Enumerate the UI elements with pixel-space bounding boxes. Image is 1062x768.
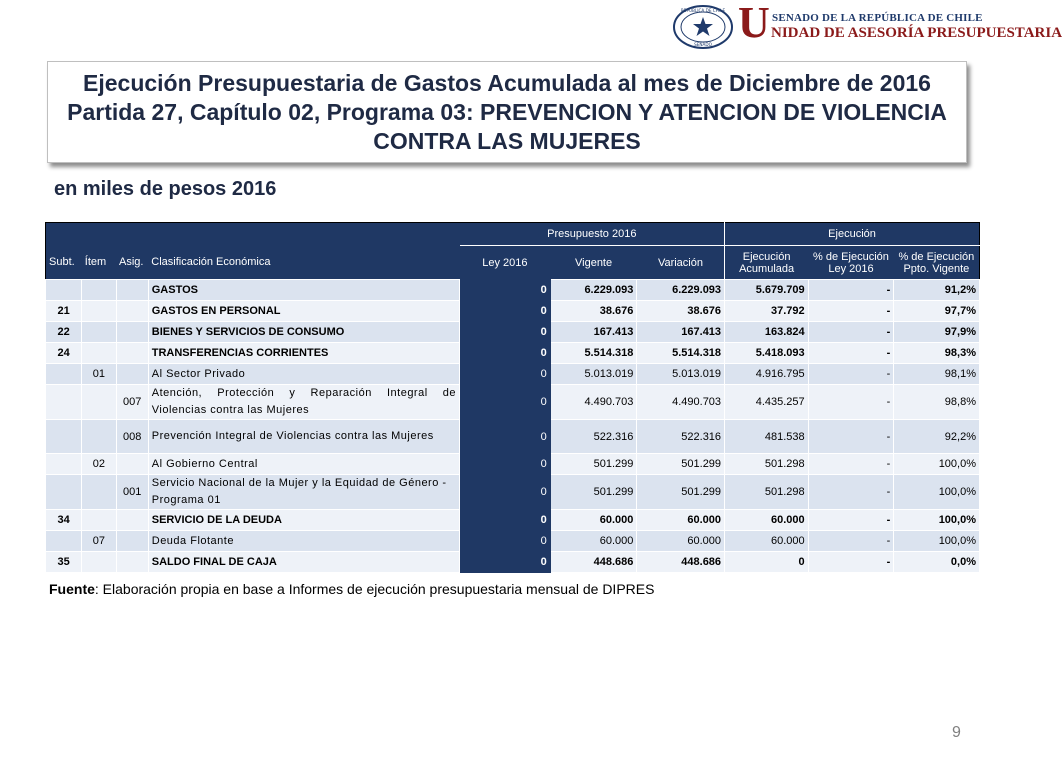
cell-ley: 0 (460, 343, 551, 364)
cell-vigente: 167.413 (550, 322, 637, 343)
cell-ley: 0 (460, 385, 551, 420)
senado-logo (672, 0, 1062, 50)
cell-ley: 0 (460, 280, 551, 301)
cell-asig (116, 343, 148, 364)
cell-pct-vigente: 97,7% (894, 301, 980, 322)
cell-asig (116, 322, 148, 343)
cell-subt (46, 280, 82, 301)
cell-item: 07 (82, 531, 116, 552)
cell-variacion: 4.490.703 (637, 385, 725, 420)
title-line-2: Partida 27, Capítulo 02, Programa 03: PREVENCION Y ATENCION DE VIOLENCIA (67, 99, 947, 125)
cell-item (82, 301, 116, 322)
cell-variacion: 501.299 (637, 475, 725, 510)
logo-letter: U (738, 0, 770, 47)
cell-desc: Deuda Flotante (148, 531, 459, 552)
cell-ejecucion: 5.679.709 (725, 280, 809, 301)
source-label: Fuente (49, 581, 95, 597)
cell-desc: Al Gobierno Central (148, 454, 459, 475)
cell-item (82, 420, 116, 454)
cell-ley: 0 (460, 420, 551, 454)
cell-pct-vigente: 91,2% (894, 280, 980, 301)
cell-vigente: 448.686 (550, 552, 637, 573)
cell-variacion: 60.000 (637, 531, 725, 552)
col-header-subt: Subt. (46, 246, 82, 280)
cell-pct-ley: - (808, 280, 894, 301)
source-note (49, 581, 654, 597)
cell-desc: GASTOS EN PERSONAL (148, 301, 459, 322)
blank-group-header (46, 223, 460, 246)
cell-pct-vigente: 98,1% (894, 364, 980, 385)
cell-subt: 21 (46, 301, 82, 322)
cell-item: 02 (82, 454, 116, 475)
cell-variacion: 60.000 (637, 510, 725, 531)
cell-item (82, 322, 116, 343)
cell-ley: 0 (460, 322, 551, 343)
cell-pct-vigente: 98,3% (894, 343, 980, 364)
cell-variacion: 448.686 (637, 552, 725, 573)
cell-pct-ley: - (808, 475, 894, 510)
col-header-pct-vigente-l1: % de Ejecución (898, 250, 975, 263)
cell-asig (116, 454, 148, 475)
cell-subt (46, 420, 82, 454)
seal-top-text: REPÚBLICA DE CHILE (680, 8, 726, 13)
cell-pct-ley: - (808, 531, 894, 552)
cell-pct-ley: - (808, 510, 894, 531)
cell-pct-vigente: 98,8% (894, 385, 980, 420)
cell-ejecucion: 37.792 (725, 301, 809, 322)
cell-desc: TRANSFERENCIAS CORRIENTES (148, 343, 459, 364)
cell-ley: 0 (460, 454, 551, 475)
cell-variacion: 6.229.093 (637, 280, 725, 301)
cell-ejecucion: 481.538 (725, 420, 809, 454)
cell-subt (46, 385, 82, 420)
subtitle: en miles de pesos 2016 (54, 178, 277, 200)
table-row (46, 475, 980, 510)
cell-ejecucion: 163.824 (725, 322, 809, 343)
cell-asig: 008 (116, 420, 148, 454)
cell-item (82, 343, 116, 364)
cell-pct-vigente: 97,9% (894, 322, 980, 343)
title-line-3: CONTRA LAS MUJERES (373, 128, 641, 154)
cell-pct-vigente: 100,0% (894, 454, 980, 475)
cell-subt: 35 (46, 552, 82, 573)
cell-vigente: 4.490.703 (550, 385, 637, 420)
col-header-ejecucion-acumulada-l1: Ejecución (742, 250, 791, 263)
group-header-row (46, 223, 980, 246)
cell-pct-ley: - (808, 552, 894, 573)
cell-variacion: 5.013.019 (637, 364, 725, 385)
col-header-pct-ley-l2: Ley 2016 (828, 262, 874, 275)
col-header-variacion: Variación (637, 246, 725, 280)
cell-asig (116, 552, 148, 573)
logo-line-1: SENADO DE LA REPÚBLICA DE CHILE (772, 12, 983, 24)
ejecucion-group-header: Ejecución (725, 223, 980, 246)
cell-desc: BIENES Y SERVICIOS DE CONSUMO (148, 322, 459, 343)
cell-asig: 001 (116, 475, 148, 510)
presupuesto-group-header: Presupuesto 2016 (460, 223, 725, 246)
cell-asig: 007 (116, 385, 148, 420)
cell-vigente: 60.000 (550, 510, 637, 531)
cell-ley: 0 (460, 475, 551, 510)
cell-ejecucion: 5.418.093 (725, 343, 809, 364)
col-header-pct-vigente (894, 246, 980, 280)
cell-desc: Al Sector Privado (148, 364, 459, 385)
cell-ejecucion: 4.916.795 (725, 364, 809, 385)
cell-desc: Prevención Integral de Violencias contra las Mujeres (148, 420, 459, 454)
col-header-ejecucion-acumulada (725, 246, 809, 280)
cell-item (82, 280, 116, 301)
cell-ley: 0 (460, 301, 551, 322)
source-text: : Elaboración propia en base a Informes de ejecución presupuestaria mensual de DIPRES (94, 581, 655, 597)
table-row (46, 531, 980, 552)
title-line-1: Ejecución Presupuestaria de Gastos Acumulada al mes de Diciembre de 2016 (83, 70, 931, 96)
cell-subt (46, 364, 82, 385)
cell-subt (46, 454, 82, 475)
cell-desc: GASTOS (148, 280, 459, 301)
cell-vigente: 501.299 (550, 475, 637, 510)
column-header-row (46, 246, 980, 280)
cell-pct-vigente: 92,2% (894, 420, 980, 454)
cell-item (82, 475, 116, 510)
cell-ley: 0 (460, 364, 551, 385)
logo-line-2: NIDAD DE ASESORÍA PRESUPUESTARIA (771, 25, 1062, 41)
cell-pct-ley: - (808, 301, 894, 322)
cell-pct-vigente: 100,0% (894, 531, 980, 552)
table-row (46, 322, 980, 343)
cell-ley: 0 (460, 552, 551, 573)
cell-desc: Servicio Nacional de la Mujer y la Equidad de Género - Programa 01 (148, 475, 459, 510)
cell-subt: 24 (46, 343, 82, 364)
col-header-pct-ley-l1: % de Ejecución (813, 250, 889, 263)
table-row (46, 510, 980, 531)
cell-ejecucion: 501.298 (725, 475, 809, 510)
cell-pct-vigente: 100,0% (894, 475, 980, 510)
table-row (46, 280, 980, 301)
col-header-ley: Ley 2016 (460, 246, 551, 280)
cell-pct-vigente: 100,0% (894, 510, 980, 531)
cell-variacion: 5.514.318 (637, 343, 725, 364)
cell-pct-ley: - (808, 322, 894, 343)
cell-vigente: 60.000 (550, 531, 637, 552)
cell-item (82, 385, 116, 420)
cell-pct-ley: - (808, 343, 894, 364)
table-row (46, 301, 980, 322)
cell-subt: 34 (46, 510, 82, 531)
col-header-ejecucion-acumulada-l2: Acumulada (739, 262, 795, 275)
col-header-pct-vigente-l2: Ppto. Vigente (903, 262, 970, 275)
table-row (46, 552, 980, 573)
cell-vigente: 5.013.019 (550, 364, 637, 385)
table-row (46, 343, 980, 364)
cell-variacion: 522.316 (637, 420, 725, 454)
cell-asig (116, 301, 148, 322)
seal-bottom-text: SENADO (694, 42, 712, 47)
title-box (47, 61, 967, 163)
cell-vigente: 501.299 (550, 454, 637, 475)
cell-ley: 0 (460, 531, 551, 552)
cell-pct-ley: - (808, 420, 894, 454)
cell-ejecucion: 4.435.257 (725, 385, 809, 420)
cell-asig (116, 531, 148, 552)
cell-ejecucion: 60.000 (725, 531, 809, 552)
cell-item: 01 (82, 364, 116, 385)
cell-variacion: 167.413 (637, 322, 725, 343)
cell-variacion: 501.299 (637, 454, 725, 475)
page-number: 9 (952, 724, 961, 741)
cell-desc: SALDO FINAL DE CAJA (148, 552, 459, 573)
cell-pct-ley: - (808, 385, 894, 420)
cell-subt (46, 475, 82, 510)
cell-ejecucion: 501.298 (725, 454, 809, 475)
cell-variacion: 38.676 (637, 301, 725, 322)
cell-subt (46, 531, 82, 552)
cell-vigente: 5.514.318 (550, 343, 637, 364)
cell-item (82, 510, 116, 531)
cell-asig (116, 364, 148, 385)
table-row (46, 454, 980, 475)
cell-pct-ley: - (808, 364, 894, 385)
col-header-item: Ítem (82, 246, 116, 280)
cell-ejecucion: 60.000 (725, 510, 809, 531)
cell-vigente: 522.316 (550, 420, 637, 454)
cell-asig (116, 510, 148, 531)
cell-vigente: 6.229.093 (550, 280, 637, 301)
cell-pct-ley: - (808, 454, 894, 475)
cell-desc: SERVICIO DE LA DEUDA (148, 510, 459, 531)
cell-vigente: 38.676 (550, 301, 637, 322)
senado-seal-icon (672, 4, 734, 50)
table-row (46, 364, 980, 385)
table-row (46, 420, 980, 454)
cell-ley: 0 (460, 510, 551, 531)
budget-table (45, 222, 980, 573)
col-header-pct-ley (808, 246, 894, 280)
cell-asig (116, 280, 148, 301)
cell-desc: Atención, Protección y Reparación Integral de Violencias contra las Mujeres (148, 385, 459, 420)
col-header-asig: Asig. (116, 246, 148, 280)
cell-item (82, 552, 116, 573)
cell-ejecucion: 0 (725, 552, 809, 573)
col-header-vigente: Vigente (550, 246, 637, 280)
cell-subt: 22 (46, 322, 82, 343)
col-header-clasificacion: Clasificación Económica (148, 246, 459, 280)
cell-pct-vigente: 0,0% (894, 552, 980, 573)
table-row (46, 385, 980, 420)
